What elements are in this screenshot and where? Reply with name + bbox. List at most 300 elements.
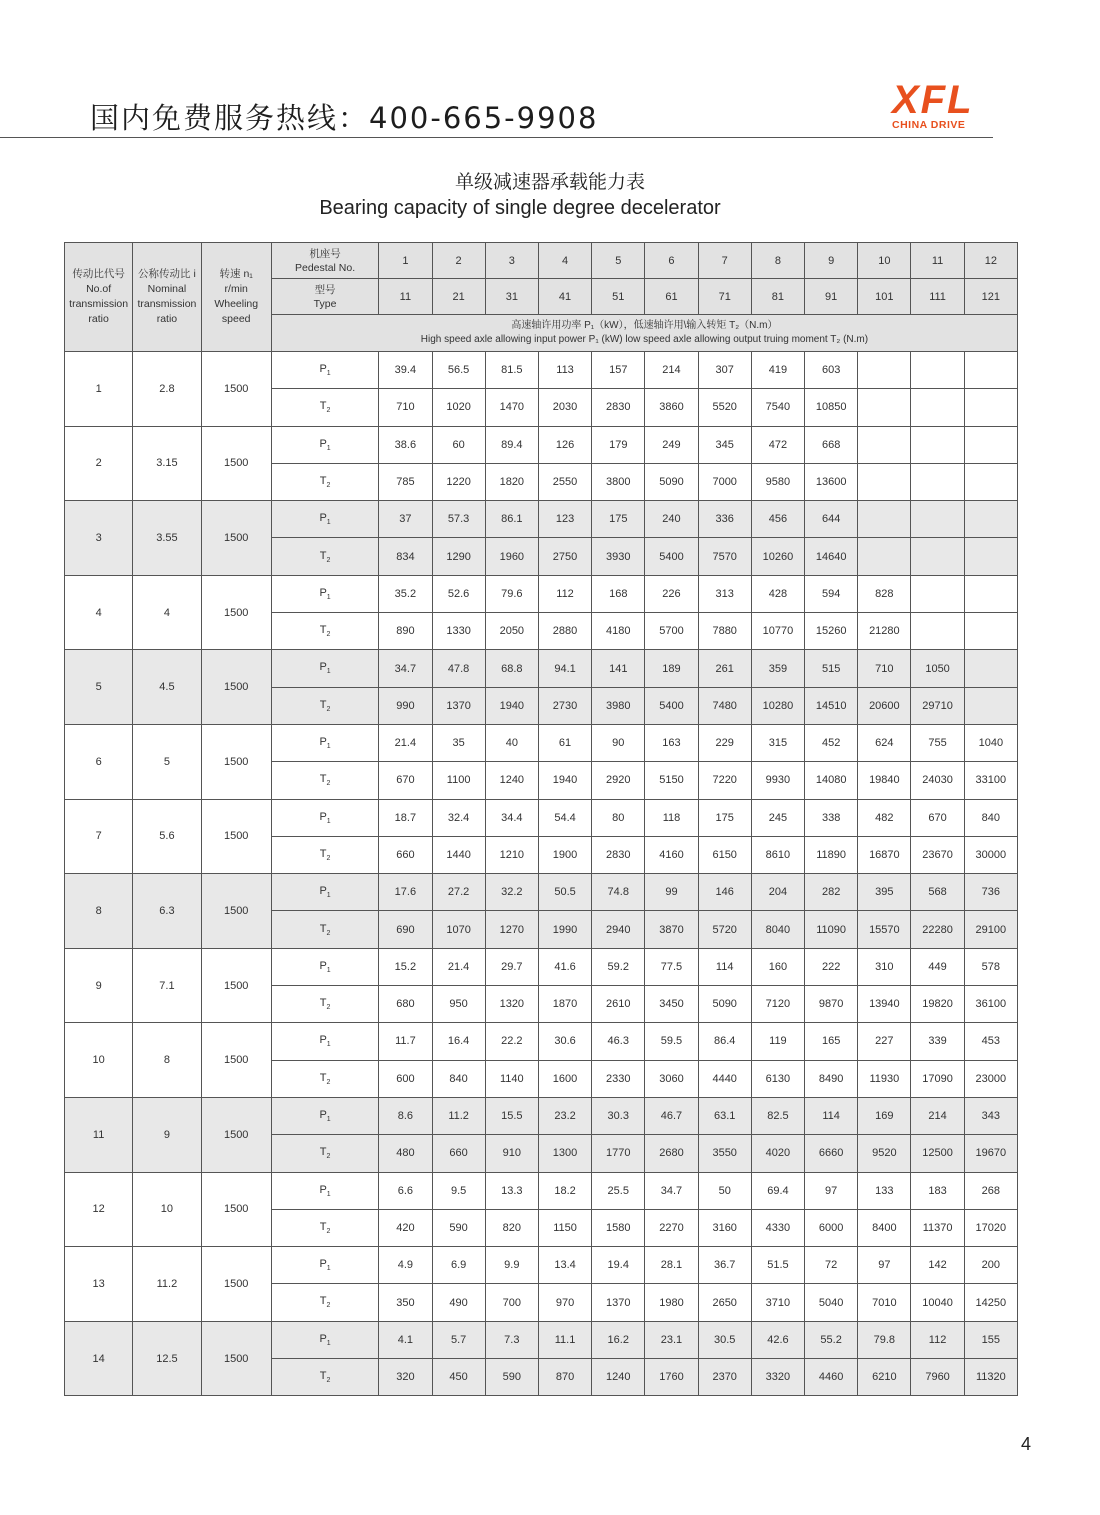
torque-value-cell: 13600 (805, 463, 858, 500)
torque-value-cell: 1770 (592, 1135, 645, 1172)
torque-value-cell: 5090 (698, 986, 751, 1023)
pedestal-no: 2 (432, 243, 485, 279)
torque-label: $T_2$ (271, 389, 378, 426)
torque-value-cell: 1290 (432, 538, 485, 575)
power-value-cell: 15.5 (485, 1097, 538, 1134)
torque-value-cell: 1820 (485, 463, 538, 500)
ratio-group (65, 724, 1018, 799)
power-value-cell: 710 (858, 650, 911, 687)
power-value-cell: 38.6 (379, 426, 432, 463)
power-value-cell: 46.3 (592, 1023, 645, 1060)
power-value-cell: 594 (805, 575, 858, 612)
power-value-cell: 69.4 (751, 1172, 804, 1209)
torque-value-cell: 9930 (751, 762, 804, 799)
power-label: $P_1$ (271, 1321, 378, 1358)
torque-value-cell: 420 (379, 1209, 432, 1246)
torque-value-cell: 14510 (805, 687, 858, 724)
torque-value-cell: 23000 (964, 1060, 1017, 1097)
torque-value-cell: 450 (432, 1359, 485, 1396)
torque-value-cell: 4460 (805, 1359, 858, 1396)
power-value-cell: 61 (538, 724, 591, 761)
torque-value-cell: 14640 (805, 538, 858, 575)
torque-value-cell: 5520 (698, 389, 751, 426)
ratio-code-cell: 3 (65, 501, 133, 576)
torque-value-cell (911, 463, 964, 500)
power-value-cell: 34.7 (645, 1172, 698, 1209)
torque-value-cell: 1440 (432, 836, 485, 873)
power-value-cell: 39.4 (379, 352, 432, 389)
torque-value-cell: 350 (379, 1284, 432, 1321)
power-value-cell (964, 650, 1017, 687)
torque-value-cell (964, 613, 1017, 650)
power-value-cell: 315 (751, 724, 804, 761)
torque-label: $T_2$ (271, 687, 378, 724)
type-no: 21 (432, 279, 485, 315)
power-value-cell: 18.7 (379, 799, 432, 836)
type-no: 51 (592, 279, 645, 315)
torque-value-cell: 7540 (751, 389, 804, 426)
header-code: 传动比代号 No.of transmission ratio (65, 243, 133, 352)
power-value-cell: 310 (858, 948, 911, 985)
power-value-cell: 79.8 (858, 1321, 911, 1358)
power-value-cell: 229 (698, 724, 751, 761)
nominal-ratio-cell: 12.5 (133, 1321, 201, 1396)
torque-value-cell: 1470 (485, 389, 538, 426)
table-row (65, 1321, 1018, 1358)
torque-value-cell (964, 538, 1017, 575)
units-note: 高速轴许用功率 P₁（kW），低速轴许用\输入转矩 T₂（N.m） High speed axle allowing input power P₁ (kW) low speed axle allowing output truing moment T₂ (N.m) (271, 315, 1017, 352)
power-value-cell: 41.6 (538, 948, 591, 985)
torque-value-cell (911, 613, 964, 650)
torque-value-cell: 2270 (645, 1209, 698, 1246)
ratio-group (65, 501, 1018, 576)
torque-value-cell (964, 389, 1017, 426)
torque-value-cell: 2550 (538, 463, 591, 500)
torque-label: $T_2$ (271, 1284, 378, 1321)
torque-value-cell: 970 (538, 1284, 591, 1321)
torque-value-cell: 1940 (485, 687, 538, 724)
torque-value-cell: 4180 (592, 613, 645, 650)
power-value-cell: 72 (805, 1247, 858, 1284)
torque-value-cell: 820 (485, 1209, 538, 1246)
header-speed: 转速 n₁ r/min Wheeling speed (201, 243, 271, 352)
torque-value-cell: 8400 (858, 1209, 911, 1246)
power-value-cell: 51.5 (751, 1247, 804, 1284)
power-value-cell: 249 (645, 426, 698, 463)
power-value-cell: 123 (538, 501, 591, 538)
ratio-code-cell: 13 (65, 1247, 133, 1322)
power-value-cell: 16.2 (592, 1321, 645, 1358)
torque-value-cell: 1240 (485, 762, 538, 799)
power-value-cell: 146 (698, 874, 751, 911)
torque-value-cell: 2830 (592, 836, 645, 873)
power-value-cell: 668 (805, 426, 858, 463)
torque-value-cell: 10040 (911, 1284, 964, 1321)
power-value-cell: 114 (698, 948, 751, 985)
torque-value-cell: 600 (379, 1060, 432, 1097)
torque-value-cell (911, 389, 964, 426)
torque-label: $T_2$ (271, 762, 378, 799)
pedestal-no: 7 (698, 243, 751, 279)
torque-value-cell: 2880 (538, 613, 591, 650)
torque-value-cell: 2050 (485, 613, 538, 650)
torque-value-cell: 1330 (432, 613, 485, 650)
power-value-cell: 568 (911, 874, 964, 911)
torque-value-cell: 480 (379, 1135, 432, 1172)
power-value-cell: 157 (592, 352, 645, 389)
torque-value-cell: 990 (379, 687, 432, 724)
power-value-cell: 37 (379, 501, 432, 538)
torque-value-cell: 10850 (805, 389, 858, 426)
power-value-cell: 336 (698, 501, 751, 538)
power-value-cell: 35 (432, 724, 485, 761)
torque-value-cell: 1220 (432, 463, 485, 500)
torque-value-cell: 2830 (592, 389, 645, 426)
power-value-cell: 736 (964, 874, 1017, 911)
torque-value-cell: 1870 (538, 986, 591, 1023)
ratio-group (65, 1172, 1018, 1247)
torque-value-cell: 1370 (592, 1284, 645, 1321)
torque-value-cell: 320 (379, 1359, 432, 1396)
power-value-cell: 624 (858, 724, 911, 761)
nominal-ratio-cell: 7.1 (133, 948, 201, 1023)
ratio-code-cell: 10 (65, 1023, 133, 1098)
torque-value-cell: 2370 (698, 1359, 751, 1396)
ratio-group (65, 650, 1018, 725)
power-value-cell: 18.2 (538, 1172, 591, 1209)
torque-value-cell: 3980 (592, 687, 645, 724)
nominal-ratio-cell: 6.3 (133, 874, 201, 949)
torque-label: $T_2$ (271, 1209, 378, 1246)
torque-value-cell: 890 (379, 613, 432, 650)
type-no: 91 (805, 279, 858, 315)
torque-value-cell: 19820 (911, 986, 964, 1023)
power-value-cell: 46.7 (645, 1097, 698, 1134)
power-value-cell: 449 (911, 948, 964, 985)
torque-value-cell: 5400 (645, 687, 698, 724)
torque-value-cell: 870 (538, 1359, 591, 1396)
logo-subtitle: CHINA DRIVE (892, 119, 966, 131)
power-value-cell: 163 (645, 724, 698, 761)
torque-value-cell: 7570 (698, 538, 751, 575)
power-value-cell: 28.1 (645, 1247, 698, 1284)
nominal-ratio-cell: 8 (133, 1023, 201, 1098)
torque-value-cell: 11370 (911, 1209, 964, 1246)
torque-value-cell: 2330 (592, 1060, 645, 1097)
power-value-cell: 21.4 (432, 948, 485, 985)
power-value-cell: 141 (592, 650, 645, 687)
power-value-cell: 419 (751, 352, 804, 389)
speed-cell: 1500 (201, 650, 271, 725)
ratio-group (65, 799, 1018, 874)
torque-value-cell: 6660 (805, 1135, 858, 1172)
type-no: 11 (379, 279, 432, 315)
pedestal-no: 4 (538, 243, 591, 279)
table-row (65, 501, 1018, 538)
torque-value-cell: 910 (485, 1135, 538, 1172)
torque-value-cell: 7960 (911, 1359, 964, 1396)
torque-label: $T_2$ (271, 1359, 378, 1396)
ratio-group (65, 575, 1018, 650)
nominal-ratio-cell: 3.55 (133, 501, 201, 576)
speed-cell: 1500 (201, 1247, 271, 1322)
power-value-cell: 189 (645, 650, 698, 687)
power-value-cell: 4.1 (379, 1321, 432, 1358)
ratio-code-cell: 12 (65, 1172, 133, 1247)
speed-cell: 1500 (201, 1172, 271, 1247)
torque-value-cell: 4330 (751, 1209, 804, 1246)
header-type-label: 型号 Type (271, 279, 378, 315)
power-value-cell: 828 (858, 575, 911, 612)
table-row (65, 426, 1018, 463)
pedestal-no: 9 (805, 243, 858, 279)
ratio-code-cell: 11 (65, 1097, 133, 1172)
speed-cell: 1500 (201, 1097, 271, 1172)
title-chinese: 单级减速器承载能力表 (454, 171, 645, 193)
torque-value-cell: 2030 (538, 389, 591, 426)
speed-cell: 1500 (201, 426, 271, 501)
ratio-group (65, 948, 1018, 1023)
ratio-group (65, 1247, 1018, 1322)
type-no: 31 (485, 279, 538, 315)
power-label: $P_1$ (271, 1023, 378, 1060)
power-value-cell: 165 (805, 1023, 858, 1060)
torque-value-cell (964, 687, 1017, 724)
type-no: 121 (964, 279, 1017, 315)
pedestal-no: 5 (592, 243, 645, 279)
torque-value-cell (964, 463, 1017, 500)
torque-value-cell: 690 (379, 911, 432, 948)
ratio-code-cell: 8 (65, 874, 133, 949)
torque-value-cell: 710 (379, 389, 432, 426)
power-value-cell: 11.1 (538, 1321, 591, 1358)
pedestal-no: 11 (911, 243, 964, 279)
torque-value-cell: 8490 (805, 1060, 858, 1097)
power-value-cell: 179 (592, 426, 645, 463)
power-value-cell: 175 (592, 501, 645, 538)
torque-value-cell: 1100 (432, 762, 485, 799)
power-label: $P_1$ (271, 426, 378, 463)
torque-value-cell: 30000 (964, 836, 1017, 873)
power-value-cell: 59.2 (592, 948, 645, 985)
nominal-ratio-cell: 11.2 (133, 1247, 201, 1322)
torque-value-cell: 2610 (592, 986, 645, 1023)
torque-value-cell: 17090 (911, 1060, 964, 1097)
power-value-cell: 307 (698, 352, 751, 389)
power-value-cell: 86.4 (698, 1023, 751, 1060)
speed-cell: 1500 (201, 724, 271, 799)
power-value-cell: 9.5 (432, 1172, 485, 1209)
ratio-group (65, 1097, 1018, 1172)
table-row (65, 352, 1018, 389)
power-value-cell: 339 (911, 1023, 964, 1060)
power-value-cell: 578 (964, 948, 1017, 985)
torque-value-cell: 1140 (485, 1060, 538, 1097)
torque-value-cell: 950 (432, 986, 485, 1023)
torque-value-cell: 660 (379, 836, 432, 873)
torque-label: $T_2$ (271, 463, 378, 500)
power-value-cell: 175 (698, 799, 751, 836)
torque-value-cell: 13940 (858, 986, 911, 1023)
torque-value-cell: 6210 (858, 1359, 911, 1396)
power-value-cell: 482 (858, 799, 911, 836)
power-value-cell: 840 (964, 799, 1017, 836)
torque-value-cell: 10260 (751, 538, 804, 575)
torque-value-cell: 1240 (592, 1359, 645, 1396)
nominal-ratio-cell: 5 (133, 724, 201, 799)
power-value-cell (964, 426, 1017, 463)
torque-value-cell: 3710 (751, 1284, 804, 1321)
torque-value-cell: 9520 (858, 1135, 911, 1172)
power-label: $P_1$ (271, 501, 378, 538)
torque-label: $T_2$ (271, 613, 378, 650)
power-value-cell: 142 (911, 1247, 964, 1284)
power-value-cell: 160 (751, 948, 804, 985)
torque-value-cell: 2940 (592, 911, 645, 948)
torque-value-cell: 1990 (538, 911, 591, 948)
power-value-cell: 11.7 (379, 1023, 432, 1060)
torque-value-cell: 590 (485, 1359, 538, 1396)
table-row (65, 1023, 1018, 1060)
power-value-cell: 395 (858, 874, 911, 911)
power-label: $P_1$ (271, 575, 378, 612)
page-number: 4 (1021, 1434, 1032, 1454)
nominal-ratio-cell: 3.15 (133, 426, 201, 501)
power-label: $P_1$ (271, 1172, 378, 1209)
torque-value-cell: 1760 (645, 1359, 698, 1396)
power-value-cell: 97 (858, 1247, 911, 1284)
title-english: Bearing capacity of single degree decelerator (319, 197, 721, 219)
torque-value-cell: 11930 (858, 1060, 911, 1097)
torque-value-cell: 7120 (751, 986, 804, 1023)
torque-value-cell: 670 (379, 762, 432, 799)
power-value-cell: 227 (858, 1023, 911, 1060)
torque-value-cell: 3320 (751, 1359, 804, 1396)
power-value-cell (858, 501, 911, 538)
power-value-cell: 155 (964, 1321, 1017, 1358)
power-value-cell (911, 352, 964, 389)
power-value-cell: 57.3 (432, 501, 485, 538)
power-value-cell: 343 (964, 1097, 1017, 1134)
torque-value-cell: 36100 (964, 986, 1017, 1023)
power-label: $P_1$ (271, 948, 378, 985)
table-row (65, 874, 1018, 911)
pedestal-no: 8 (751, 243, 804, 279)
pedestal-no: 12 (964, 243, 1017, 279)
nominal-ratio-cell: 4 (133, 575, 201, 650)
torque-value-cell: 9870 (805, 986, 858, 1023)
power-value-cell: 428 (751, 575, 804, 612)
torque-value-cell: 21280 (858, 613, 911, 650)
power-value-cell: 89.4 (485, 426, 538, 463)
torque-value-cell: 14080 (805, 762, 858, 799)
power-value-cell: 63.1 (698, 1097, 751, 1134)
power-value-cell: 25.5 (592, 1172, 645, 1209)
power-value-cell: 670 (911, 799, 964, 836)
ratio-group (65, 426, 1018, 501)
power-value-cell: 1040 (964, 724, 1017, 761)
power-value-cell: 118 (645, 799, 698, 836)
bearing-capacity-table (64, 242, 1018, 1396)
speed-cell: 1500 (201, 948, 271, 1023)
nominal-ratio-cell: 4.5 (133, 650, 201, 725)
speed-cell: 1500 (201, 1321, 271, 1396)
power-value-cell: 4.9 (379, 1247, 432, 1284)
torque-value-cell: 840 (432, 1060, 485, 1097)
torque-value-cell: 29100 (964, 911, 1017, 948)
table-row (65, 948, 1018, 985)
torque-value-cell (911, 538, 964, 575)
power-value-cell: 338 (805, 799, 858, 836)
power-value-cell: 79.6 (485, 575, 538, 612)
torque-value-cell: 22280 (911, 911, 964, 948)
torque-value-cell: 3450 (645, 986, 698, 1023)
ratio-code-cell: 7 (65, 799, 133, 874)
power-value-cell: 222 (805, 948, 858, 985)
torque-value-cell: 7010 (858, 1284, 911, 1321)
power-value-cell: 268 (964, 1172, 1017, 1209)
power-value-cell: 36.7 (698, 1247, 751, 1284)
torque-value-cell: 3930 (592, 538, 645, 575)
logo-mark: XFL (892, 78, 974, 122)
power-value-cell: 74.8 (592, 874, 645, 911)
torque-value-cell: 6150 (698, 836, 751, 873)
type-no: 71 (698, 279, 751, 315)
torque-value-cell: 3060 (645, 1060, 698, 1097)
speed-cell: 1500 (201, 799, 271, 874)
power-value-cell: 112 (911, 1321, 964, 1358)
torque-value-cell: 660 (432, 1135, 485, 1172)
torque-value-cell: 6130 (751, 1060, 804, 1097)
power-value-cell: 55.2 (805, 1321, 858, 1358)
power-value-cell: 60 (432, 426, 485, 463)
torque-value-cell: 23670 (911, 836, 964, 873)
torque-value-cell: 1940 (538, 762, 591, 799)
torque-value-cell: 19670 (964, 1135, 1017, 1172)
torque-value-cell: 590 (432, 1209, 485, 1246)
nominal-ratio-cell: 2.8 (133, 352, 201, 427)
speed-cell: 1500 (201, 874, 271, 949)
power-label: $P_1$ (271, 874, 378, 911)
power-value-cell: 282 (805, 874, 858, 911)
power-value-cell: 11.2 (432, 1097, 485, 1134)
nominal-ratio-cell: 5.6 (133, 799, 201, 874)
power-value-cell: 27.2 (432, 874, 485, 911)
nominal-ratio-cell: 10 (133, 1172, 201, 1247)
torque-value-cell: 19840 (858, 762, 911, 799)
power-value-cell: 245 (751, 799, 804, 836)
power-value-cell: 22.2 (485, 1023, 538, 1060)
power-value-cell: 52.6 (432, 575, 485, 612)
power-value-cell: 21.4 (379, 724, 432, 761)
pedestal-no: 10 (858, 243, 911, 279)
torque-value-cell: 5150 (645, 762, 698, 799)
table-row (65, 575, 1018, 612)
power-value-cell: 54.4 (538, 799, 591, 836)
torque-label: $T_2$ (271, 1135, 378, 1172)
header-pedestal-label: 机座号 Pedestal No. (271, 243, 378, 279)
torque-value-cell: 1960 (485, 538, 538, 575)
torque-value-cell: 7220 (698, 762, 751, 799)
power-value-cell: 261 (698, 650, 751, 687)
torque-value-cell: 15570 (858, 911, 911, 948)
torque-value-cell: 785 (379, 463, 432, 500)
power-label: $P_1$ (271, 352, 378, 389)
power-value-cell: 183 (911, 1172, 964, 1209)
torque-value-cell: 16870 (858, 836, 911, 873)
power-value-cell: 755 (911, 724, 964, 761)
power-value-cell: 23.1 (645, 1321, 698, 1358)
